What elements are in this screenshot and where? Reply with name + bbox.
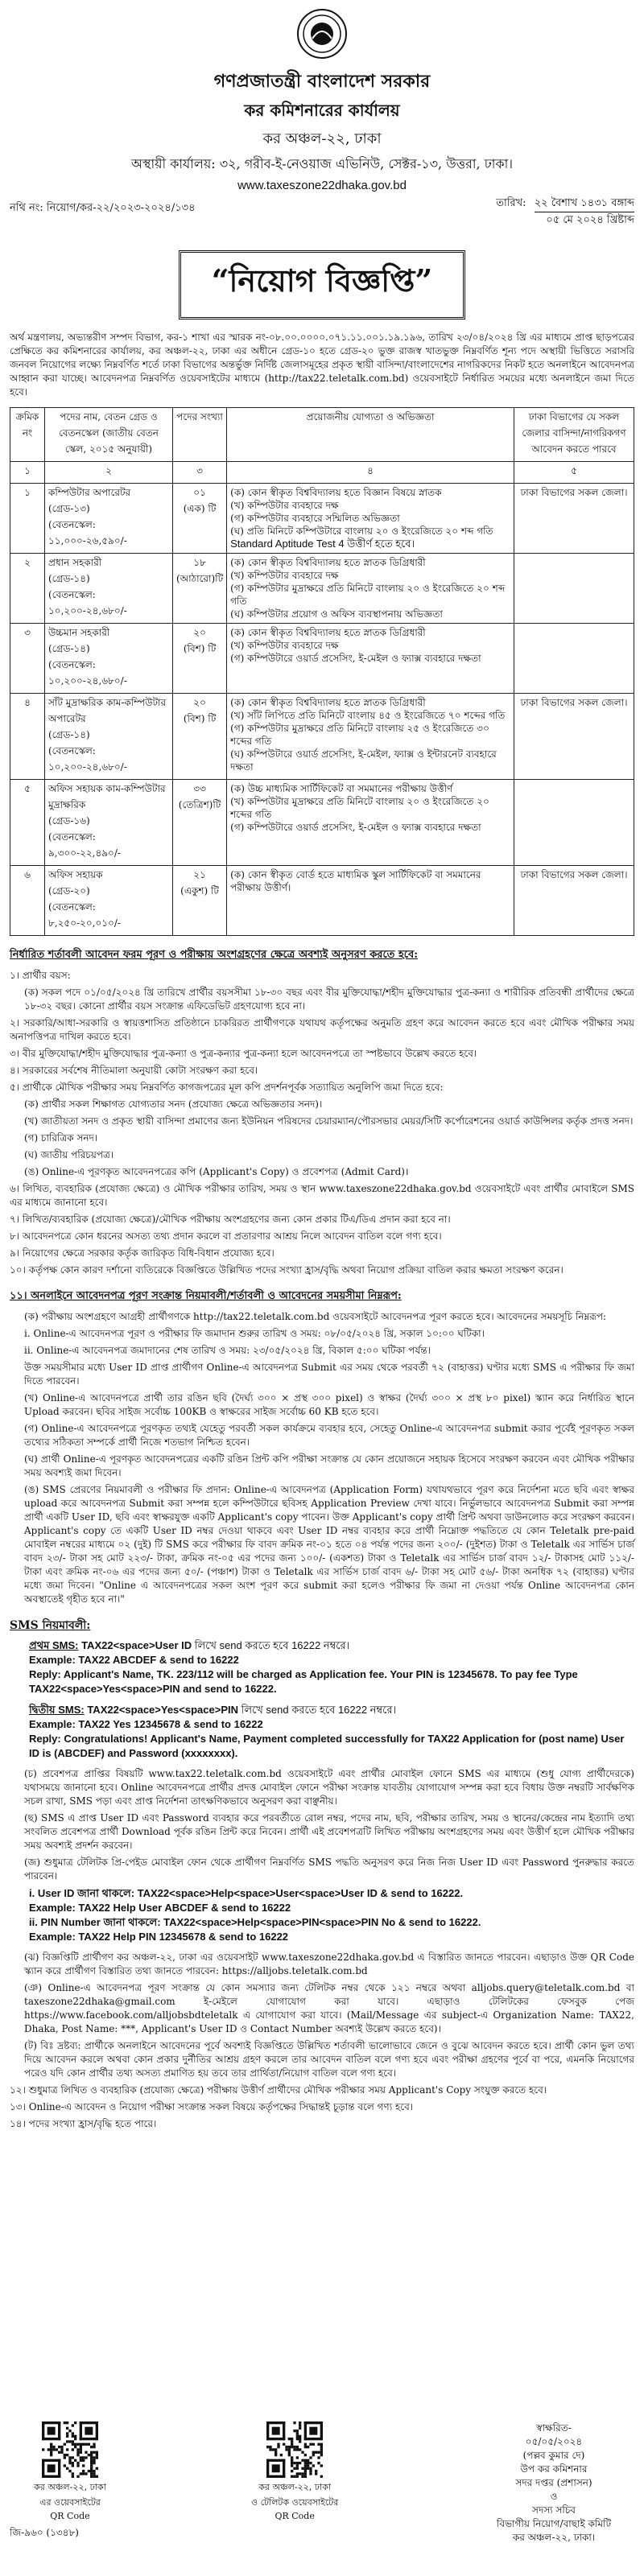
- qualification-item: (গ) কম্পিউটার মুদ্রাক্ষরে প্রতি মিনিটে বাংলায় ২৫ ও ইংরেজিতে ৩০ শব্দের গতি: [230, 723, 489, 747]
- signature-date: ০৫/০৫/২০২৪: [525, 2436, 583, 2447]
- cell-sl: ২: [10, 554, 45, 624]
- qualification-item: (খ) কম্পিউটার ব্যবহারে দক্ষ: [230, 500, 339, 511]
- qualification-item: (গ) কম্পিউটারে ওয়ার্ড প্রসেসিং, ই-মেইল ও ফ্যাক্স ব্যবহারে দক্ষতা: [230, 653, 481, 664]
- condition-item: ৭। লিখিত/ব্যবহারিক (প্রযোজ্য ক্ষেত্রে)/মৌখিক পরীক্ষায় অংশগ্রহণের জন্য কোন প্রকার টিএ/ডিএ প্রদান করা হবে না।: [10, 1214, 451, 1225]
- zone-name: কর অঞ্চল-২২, ঢাকা: [262, 130, 382, 147]
- cell-count: ০১ (এক) টি: [173, 484, 227, 554]
- qualification-item: (ঘ) কম্পিউটারে ওয়ার্ড প্রসেসিং, ই-মেইল, ফ্যাক্স ও ইন্টারনেট ব্যবহারে দক্ষতা: [230, 748, 497, 773]
- col-number: ৩: [173, 462, 227, 484]
- cell-post: উচ্চমান সহকারী (গ্রেড-১৪) (বেতনস্কেল: ১০,২০০-২৪,৬৮০/-: [45, 624, 173, 694]
- after-sms-list: [10, 1767, 634, 1883]
- signatory-and: ও: [550, 2491, 558, 2502]
- sms-first: [29, 1638, 634, 1696]
- col-header-qualification: প্রয়োজনীয় যোগ্যতা ও অভিজ্ঞতা: [227, 408, 514, 462]
- posts-table: [10, 407, 634, 936]
- col-number: ৪: [227, 462, 514, 484]
- rule-item: (ঞ) Online-এ আবেদনপত্র পূরণ সংক্রান্ত যে কোন সমস্যার জন্য টেলিটক নম্বর থেকে ১২১ নম্বরে অথবা alljobs.query@teletalk.com.bd বা taxeszone22dhaka@gmail.com ই-মেইলে যোগাযোগ করা যাবে। এছাড়াও টেলিটকের ফেসবুক পেজ https://www.facebook.com/alljobsbdteletalk এ যোগাযোগ করা যাবে। (Mail/Message এর subject-এ Organization Name: TAX22, Dhaka, Post Name: ***, Applicant's User ID ও Contact Number অবশ্যই উল্লেখ করতে হবে)।: [24, 1982, 634, 2034]
- qualification-item: (গ) কম্পিউটার মুদ্রাক্ষরে প্রতি মিনিটে বাংলায় ২০ ও ইংরেজিতে ২০ শব্দ গতি: [230, 583, 506, 607]
- col-number: ২: [45, 462, 173, 484]
- qualification-item: (খ) কম্পিউটার মুদ্রাক্ষরে প্রতি মিনিটে বাংলায় ২০ ও ইংরেজিতে ২০ শব্দের গতি: [230, 796, 489, 820]
- cell-district: ঢাকা বিভাগের সকল জেলা।: [514, 484, 634, 554]
- signature-block: [473, 2421, 634, 2545]
- condition-item: (খ) জাতীয়তা সনদ ও প্রকৃত স্থায়ী বাসিন্দা প্রমাণের জন্য ইউনিয়ন পরিষদের চেয়ারম্যান/পৌরসভার মেয়র/সিটি কর্পোরেশনের ওয়ার্ড কাউন্সিলর কর্তৃক প্রদত্ত সনদ।: [24, 1115, 634, 1127]
- qr-block-right: [251, 2421, 338, 2521]
- sms-first-example: Example: TAX22 ABCDEF & send to 16222: [29, 1654, 239, 1666]
- qr-block-left: [34, 2421, 106, 2521]
- sms-second-example: Example: TAX22 Yes 12345678 & send to 16222: [29, 1718, 263, 1730]
- col-header-count: পদের সংখ্যা: [173, 408, 227, 462]
- sms-heading: SMS নিয়মাবলী:: [10, 1619, 91, 1632]
- cell-sl: ৫: [10, 780, 45, 866]
- cell-qualification: [227, 484, 514, 554]
- cell-post: অফিস সহায়ক কাম-কম্পিউটার মুদ্রাক্ষরিক (গ্রেড-১৬) (বেতনস্কেল: ৯,৩০০-২২,৪৯০/-: [45, 780, 173, 866]
- reference-row: [10, 196, 634, 242]
- signatory-title: সদস্য সচিব: [532, 2504, 576, 2516]
- online-rule-item: (ঙ) SMS প্রেরণের নিয়মাবলী ও পরীক্ষার ফি প্রদান: Online-এ আবেদনপত্র (Application Form) যথাযথভাবে পূরণ করে নির্দেশনা মতে ছবি এবং স্বাক্ষর upload করে আবেদনপত্র Submit করা সম্পন্ন হলে কম্পিউটারে ছবিসহ Application Preview দেখা যাবে। নির্ভুলভাবে আবেদনপত্র Submit করা সম্পন্ন প্রার্থী একটি User ID, ছবি এবং স্বাক্ষরযুক্ত একটি Applicant's copy পাবেন। উক্ত Applicant's copy প্রার্থী প্রিন্ট অথবা ডাউনলোড করে সংরক্ষণ করবেন। Applicant's copy তে একটি User ID নম্বর দেওয়া থাকবে এবং User ID নম্বর ব্যবহার করে প্রার্থী নিম্নোক্ত পদ্ধতিতে যে কোন Teletalk pre-paid মোবাইল নম্বরের মাধ্যমে ০২ (দুই) টি SMS করে পরীক্ষার ফি বাবদ ক্রমিক নং-০১ হতে ০৪ পর্যন্ত পদের জন্য ২০০/- (দুইশত) টাকা ও Teletalk এর সার্ভিস চার্জ বাবদ ২৩/- টাকা সহ মোট ২২৩/- টাকা, ক্রমিক নং-০৫ এর পদের জন্য ১০০/- (একশত) টাকা ও Teletalk এর সার্ভিস চার্জ বাবদ ১২/- টাকাসহ মোট ১১২/- টাকা এবং ক্রমিক নং-০৬ এর পদের জন্য ৫০/- (পঞ্চাশ) টাকা ও Teletalk এর সার্ভিস চার্জ বাবদ ৬/- টাকা সহ মোট ৫৬/- টাকা অনধিক ৭২ (বাহাত্তর) ঘণ্টার মধ্যে জমা দিবেন। "Online এ আবেদনপত্রের সকল অংশ পূরণ করে submit করা হলেও পরীক্ষার ফি জমা না দেওয়া পর্যন্ত Online আবেদনপত্র কোন অবস্থাতেই গৃহীত হবে না।": [24, 1484, 634, 1605]
- notice-date: [496, 196, 634, 229]
- cell-district: ঢাকা বিভাগের সকল জেলা।: [514, 866, 634, 936]
- notice-title: “নিয়োগ বিজ্ঞপ্তি”: [179, 250, 465, 319]
- sms-first-label: প্রথম SMS:: [29, 1639, 79, 1651]
- rule-item: (ঝ) বিজ্ঞপ্তিটি প্রার্থীগণ কর অঞ্চল-২২, ঢাকা এর ওয়েবসাইট www.taxeszone22dhaka.gov.bd এ বিস্তারিত জানতে পারবেন। এছাড়াও উক্ত QR Code স্ক্যান করে প্রার্থীগণ বিস্তারিত তথ্য জানতে পারবেন: https://alljobs.teletalk.com.bd: [24, 1952, 634, 1976]
- qualification-item: (ক) কোন স্বীকৃত বিশ্ববিদ্যালয় হতে বিজ্ঞান বিষয়ে স্নাতক: [230, 487, 442, 498]
- cell-post: প্রধান সহকারী (গ্রেড-১৪) (বেতনস্কেল: ১০,২০০-২৪,৬৮০/-: [45, 554, 173, 624]
- rule-item: (ট) বিঃ দ্রষ্টব্য: প্রার্থীকে অনলাইনে আবেদনের পূর্বে অবশ্যই বিজ্ঞপ্তিতে উল্লিখিত শর্তাবলী ভালোভাবে জেনে ও বুঝে আবেদন করতে হবে। প্রার্থী কোন ভুল তথ্য দিয়ে আবেদন করলে অথবা কোন প্রকার দুর্নীতির আশ্রয় গ্রহণ করলে তার আবেদন বাতিল বলে গণ্য হবে এবং পরীক্ষা গ্রহণের পূর্বে বা পরে, এমনকি নিয়োগের পরেও যদি কোন প্রার্থীর তথ্য অসত্য প্রমাণিত হয় তবে তার প্রার্থিতা/নিয়োগ বাতিল বলে গণ্য হবে।: [24, 2040, 634, 2079]
- date-label: তারিখ:: [496, 197, 526, 209]
- table-row: [10, 554, 634, 624]
- table-row: [10, 694, 634, 780]
- rule-item: (জ) শুধুমাত্র টেলিটক প্রি-পেইড মোবাইল ফোন থেকে প্রার্থীগণ নিম্নবর্ণিত SMS পদ্ধতি অনুসরণ করে নিজ নিজ User ID এবং Password পুনরুদ্ধার করতে পারবেন।: [24, 1857, 634, 1882]
- cell-sl: ৬: [10, 866, 45, 936]
- condition-item: (ঙ) Online-এ পূরণকৃত আবেদনপত্রের কপি (Applicant's Copy) ও প্রবেশপত্র (Admit Card)।: [24, 1166, 409, 1177]
- recovery-item: Example: TAX22 Help PIN 12345678 & send to 16222: [29, 1931, 289, 1943]
- cell-qualification: [227, 866, 514, 936]
- office-address: অস্থায়ী কার্যালয়: ৩২, গরীব-ই-নেওয়াজ এভিনিউ, সেক্টর-১৩, উত্তরা, ঢাকা।: [131, 156, 513, 171]
- notice-footer: [10, 2421, 634, 2542]
- rule-item: (চ) প্রবেশপত্র প্রাপ্তির বিষয়টি www.tax22.teletalk.com.bd ওয়েবসাইটে এবং প্রার্থীর মোবাইল ফোনে SMS এর মাধ্যমে (শুধু যোগ্য প্রার্থীদেরকে) যথাসময়ে জানানো হবে। Online আবেদনপত্রে প্রার্থীর প্রদত্ত মোবাইল ফোনে পরীক্ষা সংক্রান্ত যাবতীয় যোগাযোগ সম্পন্ন করা হবে বিধায় উক্ত নম্বরটি সার্বক্ষণিক সচল রাখা, SMS পড়া এবং প্রাপ্ত নির্দেশনা তাৎক্ষণিকভাবে অনুসরণ করা বাঞ্ছনীয়।: [24, 1768, 634, 1807]
- col-header-district: ঢাকা বিভাগের যে সকল জেলার বাসিন্দা/নাগরিকগণ আবেদন করতে পারবে: [514, 408, 634, 462]
- qualification-item: (ক) কোন স্বীকৃত বিশ্ববিদ্যালয় হতে স্নাতক ডিগ্রিধারী: [230, 627, 426, 638]
- cell-district: [514, 624, 634, 694]
- qualification-item: (ক) কোন স্বীকৃত বিশ্ববিদ্যালয় হতে স্নাতক ডিগ্রিধারী: [230, 697, 426, 708]
- table-row: [10, 866, 634, 936]
- conditions-list: [10, 969, 634, 1277]
- condition-item: (ক) প্রার্থীর সকল শিক্ষাগত যোগ্যতার সনদ (প্রযোজ্য ক্ষেত্রে অভিজ্ঞতার সনদ)।: [24, 1098, 323, 1110]
- online-rule-item: উক্ত সময়সীমার মধ্যে User ID প্রাপ্ত প্রার্থীগণ Online-এ আবেদনপত্র Submit এর সময় থেকে পরবর্তী ৭২ (বাহাত্তর) ঘণ্টার মধ্যে SMS এ পরীক্ষার ফি জমা দিতে পারবেন।: [24, 1362, 634, 1387]
- table-row: [10, 780, 634, 866]
- online-rule-item: (ঘ) প্রার্থী Online-এ পূরণকৃত আবেদনপত্রের একটি রঙিন প্রিন্ট কপি পরীক্ষা সংক্রান্ত যে কোন প্রয়োজনে সহায়ক হিসেবে সংরক্ষণ করবেন এবং মৌখিক পরীক্ষার সময় অবশ্যই জমা দিবেন।: [24, 1453, 634, 1478]
- cell-sl: ১: [10, 484, 45, 554]
- qualification-item: (খ) সাঁট লিপিতে প্রতি মিনিটে বাংলায় ৪৫ ও ইংরেজিতে ৭০ শব্দের গতি: [230, 710, 506, 721]
- sms-second-reply: Reply: Congratulations! Applicant's Name, Payment completed successfully for TAX22 Application for (post name) User ID is (ABCDEF) and Password (xxxxxxxx).: [29, 1733, 625, 1759]
- qualification-item: (ক) কোন স্বীকৃত বোর্ড হতে মাধ্যমিক স্কুল সার্টিফিকেট বা সমমানের পরীক্ষায় উত্তীর্ণ।: [230, 869, 481, 893]
- condition-item: (গ) চারিত্রিক সনদ।: [24, 1132, 98, 1144]
- qr-right-caption: কর অঞ্চল-২২, ঢাকা ও টেলিটক ওয়েবসাইটের QR Code: [251, 2482, 339, 2521]
- condition-item: ১। প্রার্থীর বয়স:: [10, 970, 71, 981]
- recovery-item: i. User ID জানা থাকলে: TAX22<space>Help<space>User<space>User ID & send to 16222.: [29, 1887, 464, 1899]
- cell-count: ২০ (বিশ) টি: [173, 624, 227, 694]
- office-name: কর কমিশনারের কার্যালয়: [244, 101, 400, 120]
- signatory-title: কর অঞ্চল-২২, ঢাকা।: [512, 2532, 596, 2543]
- online-rule-item: i. Online-এ আবেদনপত্র পূরণ ও পরীক্ষার ফি জমাদান শুরুর তারিখ ও সময়: ০৮/০৫/২০২৪ খ্রি, সকাল ১০:০০ ঘটিকা।: [24, 1328, 485, 1339]
- condition-item: (ঘ) জাতীয় পরিচয়পত্র।: [24, 1149, 114, 1160]
- posts-table-body: [10, 484, 634, 936]
- signatory-name: (পল্লব কুমার দে): [522, 2450, 585, 2461]
- qualification-item: (খ) কম্পিউটার ব্যবহারে দক্ষ: [230, 570, 339, 581]
- cell-post: কম্পিউটার অপারেটর (গ্রেড-১৩) (বেতনস্কেল: ১১,০০০-২৬,৫৯০/-: [45, 484, 173, 554]
- cell-qualification: [227, 694, 514, 780]
- cell-count: ২০ (বিশ) টি: [173, 694, 227, 780]
- online-title: ১১। অনলাইনে আবেদনপত্র পূরণ সংক্রান্ত নিয়মাবলী/শর্তাবলী ও আবেদনের সময়সীমা নিম্নরূপ:: [10, 1290, 402, 1302]
- recovery-list: [29, 1886, 634, 1944]
- conditions-title: নির্ধারিত শর্তাবলী আবেদন ফরম পূরণ ও পরীক্ষায় অংশগ্রহণের ক্ষেত্রে অবশ্যই অনুসরণ করতে হবে:: [10, 949, 419, 961]
- qualification-aptitude: Standard Aptitude Test 4 উত্তীর্ণ হতে হবে।: [230, 538, 415, 550]
- condition-item: ৪। সরকারের সর্বশেষ নীতিমালা অনুযায়ী কোটা সংরক্ষণ করা হবে।: [10, 1065, 258, 1076]
- job-notice-page: [10, 8, 634, 2560]
- rule-item: ১২। শুধুমাত্র লিখিত ও ব্যবহারিক (প্রযোজ্য ক্ষেত্রে) পরীক্ষায় উত্তীর্ণ প্রার্থীদের মৌখিক পরীক্ষার সময় Applicant's Copy সংযুক্ত করতে হবে।: [10, 2084, 547, 2096]
- condition-item: ১০। কর্তৃপক্ষ কোন কারণ দর্শানো ব্যতিরেকে বিজ্ঞপ্তিতে উল্লিখিত পদের সংখ্যা হ্রাস/বৃদ্ধি অথবা নিয়োগ প্রক্রিয়া বাতিল করার ক্ষমতা সংরক্ষণ করেন।: [10, 1264, 564, 1276]
- qualification-item: (ঘ) কম্পিউটার প্রয়োগ ও অফিস ব্যবস্থাপনায় অভিজ্ঞতা: [230, 608, 443, 620]
- condition-item: ৯। নিয়োগের ক্ষেত্রে সরকার কর্তৃক জারিকৃত বিধি-বিধান প্রযোজ্য হবে।: [10, 1247, 275, 1259]
- cell-qualification: [227, 780, 514, 866]
- recovery-item: ii. PIN Number জানা থাকলে: TAX22<space>Help<space>PIN<space>PIN No & send to 16222.: [29, 1916, 481, 1928]
- online-rule-item: (ক) পরীক্ষায় অংশগ্রহণে আগ্রহী প্রার্থীগণকে http://tax22.teletalk.com.bd ওয়েবসাইটে আবেদনপত্র পূরণ করতে হবে। আবেদনের সময়সূচি নিম্নরূপ:: [24, 1311, 607, 1322]
- print-code: জি-৯৬০ (১৩৪৮): [10, 2527, 79, 2538]
- qr-code-icon[interactable]: [266, 2421, 323, 2478]
- cell-qualification: [227, 624, 514, 694]
- sms-second-tail: লিখে send করতে হবে 16222 নম্বরে।: [241, 1704, 397, 1716]
- qualification-item: (গ) কম্পিউটার ব্যবহারে সম্মিলিত অভিজ্ঞতা: [230, 513, 400, 524]
- sms-first-reply: Reply: Applicant's Name, TK. 223/112 will be charged as Application fee. Your PIN is 12345678. To pay fee Type TAX22<space>Yes<space>PIN and send to 16222.: [29, 1668, 578, 1695]
- rule-item: (ছ) SMS এ প্রাপ্ত User ID এবং Password ব্যবহার করে পরবর্তীতে রোল নম্বর, পদের নাম, ছবি, পরীক্ষার তারিখ, সময় ও স্থানের/কেন্দ্রের নাম ইত্যাদি তথ্য সংবলিত প্রবেশপত্র প্রার্থী Download পূর্বক রঙিন প্রিন্ট করে নিবেন। প্রার্থী এই প্রবেশপত্রটি লিখিত পরীক্ষায় অংশগ্রহণের সময় এবং উত্তীর্ণ হলে মৌখিক পরীক্ষার সময় অবশ্যই প্রদর্শন করবেন।: [24, 1812, 634, 1851]
- cell-district: ঢাকা বিভাগের সকল জেলা।: [514, 694, 634, 780]
- cell-district: [514, 780, 634, 866]
- cell-post: অফিস সহায়ক (গ্রেড-২০) (বেতনস্কেল: ৮,২৫০-২০,০১০/-: [45, 866, 173, 936]
- rule-item: ১৪। পদের সংখ্যা হ্রাস/বৃদ্ধি হতে পারে।: [10, 2118, 157, 2129]
- online-rules-list: [10, 1310, 634, 1606]
- signatory-title: উপ কর কমিশনার: [520, 2463, 588, 2475]
- date-bengali: ২২ বৈশাখ ১৪৩১ বঙ্গাব্দ: [535, 196, 634, 212]
- qr-left-caption: কর অঞ্চল-২২, ঢাকা এর ওয়েবসাইটের QR Code: [34, 2482, 106, 2521]
- col-number: ১: [10, 462, 45, 484]
- sms-first-tail: লিখে send করতে হবে 16222 নম্বরে।: [194, 1639, 350, 1651]
- col-header-sl: ক্রমিক নং: [10, 408, 45, 462]
- sms-second: [29, 1703, 634, 1761]
- qualification-item: (গ) কম্পিউটারে ওয়ার্ড প্রসেসিং, ই-মেইল ও ফ্যাক্স ব্যবহারে দক্ষতা: [230, 822, 481, 833]
- govt-name: গণপ্রজাতন্ত্রী বাংলাদেশ সরকার: [213, 71, 431, 92]
- signature-label: স্বাক্ষরিত-: [536, 2422, 572, 2434]
- condition-item: ৩। বীর মুক্তিযোদ্ধা/শহীদ মুক্তিযোদ্ধার পুত্র-কন্যা ও পুত্র-কন্যার পুত্র-কন্যা হলে আবেদনপত্রে তা স্পষ্টভাবে উল্লেখ করতে হবে।: [10, 1048, 477, 1059]
- cell-district: [514, 554, 634, 624]
- intro-paragraph: অর্থ মন্ত্রণালয়, অভ্যন্তরীণ সম্পদ বিভাগ, কর-১ শাখা এর স্মারক নং-০৮.০০.০০০০.০৭১.১১.০০১.১৯.১৯৬, তারিখ ২৩/০৪/২০২৪ খ্রি এর মাধ্যমে প্রাপ্ত ছাড়পত্রের প্রেক্ষিতে কর কমিশনারের কার্যালয়, কর অঞ্চল-২২, ঢাকা এর অধীনে গ্রেড-১০ হতে গ্রেড-২০ ভুক্ত রাজস্ব খাতভুক্ত নিম্নবর্ণিত শূন্য পদে অস্থায়ী ভিত্তিতে সরাসরি জনবল নিয়োগের লক্ষ্যে নিম্নবর্ণিত শর্তে ঢাকা বিভাগের অন্তর্ভুক্ত নির্দিষ্ট জেলাসমূহের প্রকৃত স্থায়ী বাসিন্দা/বাংলাদেশের নাগরিকদের নিকট হতে অনলাইনে আবেদনপত্র আহ্বান করা যাচ্ছে। আবেদনপত্র নিম্নবর্ণিত ওয়েবসাইটের মাধ্যমে (http://tax22.teletalk.com.bd) ওয়েবসাইটে নির্ধারিত সময়ের মধ্যে অনলাইনে জমা দিতে হবে।: [10, 332, 635, 398]
- condition-item: ৮। আবেদনপত্রে কোন ধরনের অসত্য তথ্য প্রদান করলে বা প্রতারণার আশ্রয় নিলে আবেদন বাতিল বলে গণ্য হবে।: [10, 1230, 442, 1242]
- condition-item: ২। সরকারি/আধা-সরকারি ও স্বায়ত্তশাসিত প্রতিষ্ঠানে চাকরিরত প্রার্থীগণকে যথাযথ কর্তৃপক্ষের অনুমতি গ্রহণ করে আবেদন করতে হবে এবং মৌখিক পরীক্ষার সময় অনাপত্তিপত্র দাখিল করতে হবে।: [10, 1017, 634, 1042]
- col-number: ৫: [514, 462, 634, 484]
- qualification-item: (ক) কোন স্বীকৃত বিশ্ববিদ্যালয় হতে স্নাতক ডিগ্রিধারী: [230, 557, 426, 568]
- cell-post: সাঁট মুদ্রাক্ষরিক কাম-কম্পিউটার অপারেটর (গ্রেড-১৪) (বেতনস্কেল: ১০,২০০-২৪,৬৮০/-: [45, 694, 173, 780]
- cell-count: ৩৩ (তেত্রিশ)টি: [173, 780, 227, 866]
- recovery-item: Example: TAX22 Help User ABCDEF & send to 16222: [29, 1902, 291, 1914]
- government-seal-icon: [296, 8, 348, 60]
- date-english: ০৫ মে ২০২৪ খ্রিষ্টাব্দ: [546, 214, 634, 226]
- qr-code-icon[interactable]: [42, 2421, 98, 2478]
- table-row: [10, 624, 634, 694]
- table-row: [10, 484, 634, 554]
- col-header-post: পদের নাম, বেতন গ্রেড ও বেতনস্কেল (জাতীয় বেতন স্কেল, ২০১৫ অনুযায়ী): [45, 408, 173, 462]
- sms-second-command: TAX22<space>Yes<space>PIN: [87, 1704, 238, 1716]
- condition-item: ৫। প্রার্থীকে মৌখিক পরীক্ষার সময় নিম্নবর্ণিত কাগজপত্রের মূল কপি প্রদর্শনপূর্বক সত্যায়িত অনুলিপি জমা দিতে হবে:: [10, 1082, 444, 1093]
- cell-sl: ৪: [10, 694, 45, 780]
- cell-count: ২১ (একুশ) টি: [173, 866, 227, 936]
- online-rule-item: (গ) Online-এ আবেদনপত্রে পূরণকৃত তথ্যই যেহেতু পরবর্তী সকল কার্যক্রমে ব্যবহার হবে, সেহেতু Online-এ আবেদনপত্র submit করার পূর্বেই পূরণকৃত সকল তথ্যের সঠিকতা সম্পর্কে প্রার্থী নিজে শতভাগ নিশ্চিত হবেন।: [24, 1423, 634, 1448]
- memo-number: নথি নং: নিয়োগ/কর-২২/২০২৩-২০২৪/১৩৪: [10, 202, 196, 214]
- signatory-title: বিভাগীয় নিয়োগ/বাছাই কমিটি: [496, 2518, 612, 2529]
- qualification-item: (ক) উচ্চ মাধ্যমিক সার্টিফিকেট বা সমমানের পরীক্ষায় উত্তীর্ণ: [230, 783, 453, 794]
- qualification-item: (খ) কম্পিউটার ব্যবহারে দক্ষ: [230, 640, 339, 651]
- sms-first-command: TAX22<space>User ID: [81, 1639, 192, 1651]
- online-rule-item: ii. Online-এ আবেদনপত্র জমাদানের শেষ তারিখ ও সময়: ২৩/০৫/২০২৪ খ্রি, বিকাল ৫:০০ ঘটিকা পর্যন্ত।: [24, 1345, 431, 1356]
- qualification-item: (ঘ) প্রতি মিনিটে কম্পিউটারে বাংলায় ২০ ও ইংরেজিতে ২০ শব্দ গতি: [230, 526, 493, 537]
- cell-sl: ৩: [10, 624, 45, 694]
- cell-qualification: [227, 554, 514, 624]
- notice-header: [10, 8, 634, 192]
- website-url[interactable]: www.taxeszone22dhaka.gov.bd: [237, 179, 407, 192]
- rule-item: ১৩। Online-এ আবেদন ও নিয়োগ পরীক্ষা সংক্রান্ত সকল বিষয়ে কর্তৃপক্ষের সিদ্ধান্তই চূড়ান্ত বলে গণ্য হবে।: [10, 2101, 414, 2112]
- sms-second-label: দ্বিতীয় SMS:: [29, 1704, 85, 1716]
- cell-count: ১৮ (আঠারো)টি: [173, 554, 227, 624]
- signatory-title: সদর দপ্তর (প্রশাসন): [515, 2477, 592, 2488]
- condition-item: ৬। লিখিত, ব্যবহারিক (প্রযোজ্য ক্ষেত্রে) ও মৌখিক পরীক্ষার তারিখ, সময় ও স্থান www.taxeszone22dhaka.gov.bd ওয়েবসাইটে এবং প্রার্থীর মোবাইলে SMS এর মাধ্যমে জানানো হবে।: [10, 1183, 634, 1208]
- after-recovery-list: [10, 1951, 634, 2131]
- condition-item: (ক) সকল পদে ০১/০৫/২০২৪ খ্রি তারিখে প্রার্থীর বয়সসীমা ১৮-৩০ বছর এবং বীর মুক্তিযোদ্ধা/শহীদ মুক্তিযোদ্ধার পুত্র-কন্যা ও শারীরিক প্রতিবন্ধী প্রার্থীদের ক্ষেত্রে ১৮-৩২ বছর। কোনো প্রার্থীর বয়স সংক্রান্ত এফিডেভিট গ্রহণযোগ্য হবে না।: [24, 987, 634, 1012]
- online-rule-item: (খ) Online-এ আবেদনপত্রে প্রার্থী তার রঙিন ছবি (দৈর্ঘ্য ৩০০ × প্রস্থ ৩০০ pixel) ও স্বাক্ষর (দৈর্ঘ্য ৩০০ × প্রস্থ ৮০ pixel) স্ক্যান করে নির্ধারিত স্থানে Upload করবেন। ছবির সাইজ সর্বোচ্চ 100KB ও স্বাক্ষরের সাইজ সর্বোচ্চ 60 KB হতে হবে।: [24, 1392, 634, 1417]
